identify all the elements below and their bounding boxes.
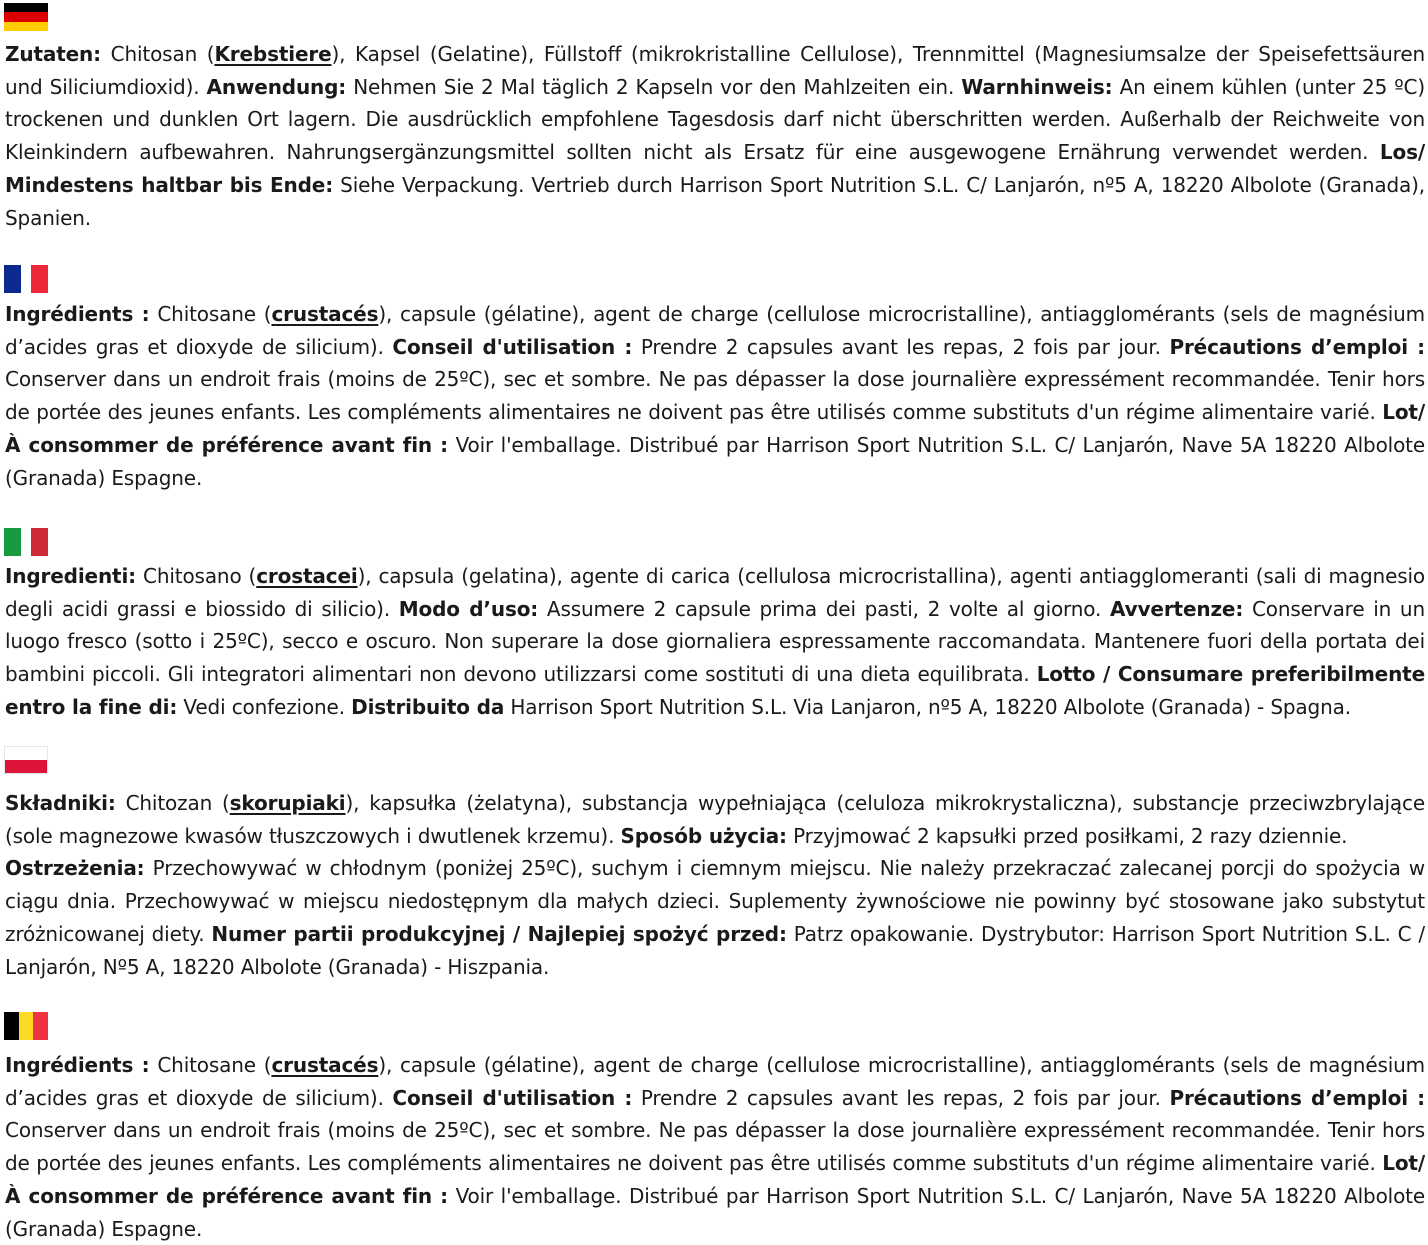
german-label-text	[5, 38, 1425, 234]
ingredients-heading: Zutaten:	[5, 42, 101, 66]
lot-heading: Lotto / Consumare preferibilmente entro la fine di:	[5, 662, 1425, 719]
usage-heading: Conseil d'utilisation :	[392, 334, 633, 359]
flag-stripe-blue	[4, 265, 21, 293]
flag-stripe-red	[4, 12, 48, 21]
text-run: Chitosane (	[149, 302, 272, 326]
poland-flag-icon	[4, 746, 48, 774]
ingredients-heading: Ingrédients :	[5, 1053, 150, 1077]
text-run: Conserver dans un endroit frais (moins de 25ºC), sec et sombre. Ne pas dépasser la dose journalière expressément recommandée. Tenir hors de portée des jeunes enfants. Les compléments alimentaires ne doivent pas être utilisés comme substituts d'un régime alimentaire varié.	[5, 1118, 1425, 1176]
text-run: ), Kapsel (Gelatine), Füllstoff (mikrokristalline Cellulose), Trennmittel (Magnesiumsalze der Speisefettsäuren und Siliciumdioxid).	[5, 42, 1425, 99]
lot-heading: Lot/ À consommer de préférence avant fin :	[5, 1151, 1425, 1208]
text-run: Vedi confezione.	[177, 694, 352, 719]
warning-heading: Précautions d’emploi :	[1169, 334, 1425, 359]
flag-stripe-white	[5, 747, 47, 760]
ingredients-heading: Składniki:	[5, 791, 116, 815]
flag-stripe-green	[4, 528, 21, 556]
warning-heading: Ostrzeżenia:	[5, 856, 145, 881]
text-run: Chitosane (	[149, 1053, 272, 1077]
text-run: Prendre 2 capsules avant les repas, 2 fois par jour.	[632, 1085, 1170, 1110]
text-run: Prendre 2 capsules avant les repas, 2 fois par jour.	[632, 334, 1170, 359]
text-run: Patrz opakowanie. Dystrybutor: Harrison Sport Nutrition S.L. C / Lanjarón, Nº5 A, 18220 Albolote (Granada) - Hiszpania.	[5, 921, 1425, 979]
usage-heading: Anwendung:	[206, 74, 347, 99]
text-run: ), kapsułka (żelatyna), substancja wypełniająca (celuloza mikrokrystaliczna), substancje przeciwzbrylające (sole magnezowe kwasów tłuszczowych i dwutlenek krzemu).	[5, 791, 1425, 848]
belgium-flag-icon	[4, 1012, 48, 1040]
text-run: Chitosan (	[100, 42, 215, 66]
usage-heading: Conseil d'utilisation :	[392, 1085, 633, 1110]
warning-heading: Avvertenze:	[1110, 596, 1244, 621]
lot-heading: Los/ Mindestens haltbar bis Ende:	[5, 140, 1425, 197]
ingredients-heading: Ingredienti:	[5, 564, 137, 588]
germany-flag-icon	[4, 3, 48, 31]
italy-flag-icon	[4, 528, 48, 556]
text-run: ), capsule (gélatine), agent de charge (cellulose microcristalline), antiagglomérants (sels de magnésium d’acides gras et dioxyde de silicium).	[5, 302, 1426, 359]
text-run: Chitozan (	[115, 791, 230, 815]
france-flag-icon	[4, 265, 48, 293]
warning-heading: Précautions d’emploi :	[1169, 1085, 1425, 1110]
allergen: crustacés	[271, 302, 379, 326]
allergen: skorupiaki	[229, 791, 346, 815]
text-run: Conservare in un luogo fresco (sotto i 25ºC), secco e oscuro. Non superare la dose giornaliera espressamente raccomandata. Mantenere fuori della portata dei bambini piccoli. Gli integratori alimentari non devono utilizzarsi come sostituti di una dieta equilibrata.	[5, 596, 1425, 687]
italian-label-text	[5, 560, 1425, 724]
flag-stripe-red	[31, 265, 48, 293]
text-run: Przechowywać w chłodnym (poniżej 25ºC), suchym i ciemnym miejscu. Nie należy przekraczać zalecanej porcji do spożycia w ciągu dnia. Przechowywać w miejscu niedostępnym dla małych dzieci. Suplementy żywnościowe nie powinny być stosowane jako substytut zróżnicowanej diety.	[5, 856, 1425, 946]
lot-heading: Numer partii produkcyjnej / Najlepiej spożyć przed:	[211, 921, 787, 946]
allergen: Krebstiere	[214, 42, 332, 66]
flag-stripe-black	[4, 3, 48, 12]
flag-stripe-yellow	[19, 1012, 34, 1040]
text-run: Assumere 2 capsule prima dei pasti, 2 volte al giorno.	[538, 596, 1111, 621]
text-run: Voir l'emballage. Distribué par Harrison Sport Nutrition S.L. C/ Lanjarón, Nave 5A 18220 Albolote (Granada) Espagne.	[5, 1183, 1426, 1241]
ingredients-heading: Ingrédients :	[5, 302, 150, 326]
flag-stripe-white	[21, 528, 30, 556]
text-run: Chitosano (	[136, 564, 257, 588]
allergen: crostacei	[256, 564, 358, 588]
polish-label-text	[5, 787, 1425, 983]
flag-stripe-gold	[4, 22, 48, 31]
flag-stripe-black	[4, 1012, 19, 1040]
french-label-text	[5, 298, 1425, 494]
text-run: ), capsule (gélatine), agent de charge (cellulose microcristalline), antiagglomérants (sels de magnésium d’acides gras et dioxyde de silicium).	[5, 1053, 1426, 1110]
distributor-heading: Distribuito da	[351, 694, 505, 719]
text-run: Nehmen Sie 2 Mal täglich 2 Kapseln vor den Mahlzeiten ein.	[346, 74, 962, 99]
lot-heading: Lot/ À consommer de préférence avant fin :	[5, 400, 1425, 457]
text-run: ), capsula (gelatina), agente di carica (cellulosa microcristallina), agenti antiagglomeranti (sali di magnesio degli acidi grassi e biossido di silicio).	[5, 564, 1425, 621]
usage-heading: Modo d’uso:	[398, 596, 539, 621]
allergen: crustacés	[271, 1053, 379, 1077]
flag-stripe-red	[33, 1012, 48, 1040]
text-run: Conserver dans un endroit frais (moins de 25ºC), sec et sombre. Ne pas dépasser la dose journalière expressément recommandée. Tenir hors de portée des jeunes enfants. Les compléments alimentaires ne doivent pas être utilisés comme substituts d'un régime alimentaire varié.	[5, 367, 1425, 425]
flag-stripe-red	[31, 528, 48, 556]
text-run: Siehe Verpackung. Vertrieb durch Harrison Sport Nutrition S.L. C/ Lanjarón, nº5 A, 18220 Albolote (Granada), Spanien.	[5, 172, 1426, 230]
flag-stripe-white	[21, 265, 30, 293]
text-run: An einem kühlen (unter 25 ºC) trockenen und dunklen Ort lagern. Die ausdrücklich empfohlene Tagesdosis darf nicht überschritten werden. Außerhalb der Reichweite von Kleinkindern aufbewahren. Nahrungsergänzungsmittel sollten nicht als Ersatz für eine ausgewogene Ernährung verwendet werden.	[5, 74, 1425, 165]
flag-stripe-red	[5, 760, 47, 773]
belgian-label-text	[5, 1049, 1425, 1245]
warning-heading: Warnhinweis:	[961, 74, 1113, 99]
usage-heading: Sposób użycia:	[620, 823, 787, 848]
text-run: Voir l'emballage. Distribué par Harrison Sport Nutrition S.L. C/ Lanjarón, Nave 5A 18220 Albolote (Granada) Espagne.	[5, 432, 1426, 490]
text-run: Harrison Sport Nutrition S.L. Via Lanjaron, nº5 A, 18220 Albolote (Granada) - Spagna.	[504, 694, 1351, 719]
text-run: Przyjmować 2 kapsułki przed posiłkami, 2 razy dziennie.	[786, 823, 1348, 848]
